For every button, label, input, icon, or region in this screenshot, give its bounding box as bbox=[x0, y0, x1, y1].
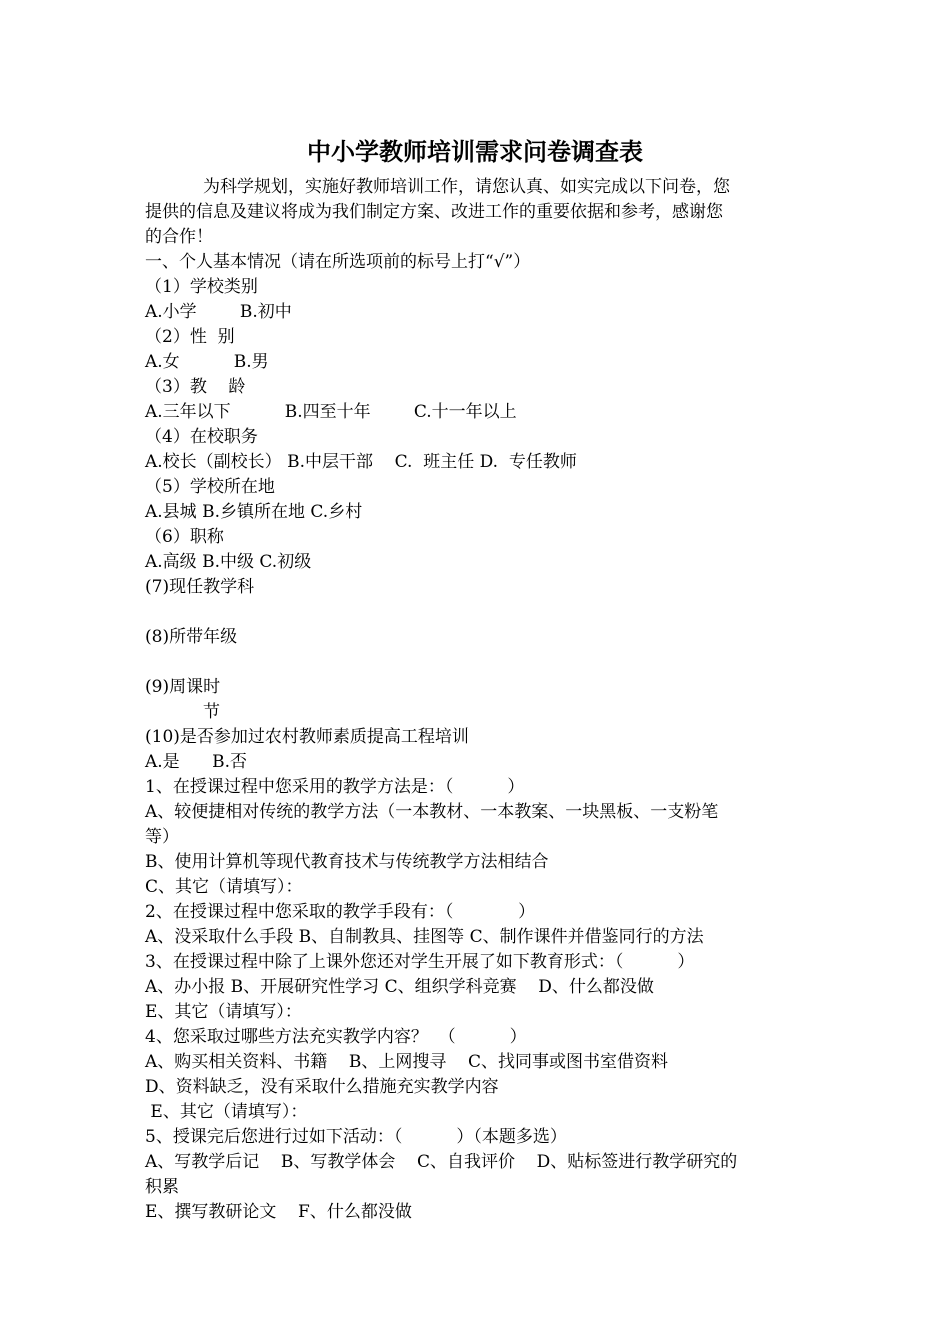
answer-options: A.县城 B.乡镇所在地 C.乡村 bbox=[145, 502, 363, 522]
answer-options: 积累 bbox=[145, 1177, 179, 1197]
answer-options: A.三年以下 B.四至十年 C.十一年以上 bbox=[145, 402, 517, 422]
question-label: （4）在校职务 bbox=[145, 427, 258, 447]
answer-options: B、使用计算机等现代教育技术与传统教学方法相结合 bbox=[145, 852, 549, 872]
question-label: （2）性 别 bbox=[145, 327, 235, 347]
answer-options: A.高级 B.中级 C.初级 bbox=[145, 552, 312, 572]
answer-options: D、资料缺乏，没有采取什么措施充实教学内容 bbox=[145, 1077, 499, 1097]
answer-options: A.小学 B.初中 bbox=[145, 302, 292, 322]
question-label: (9)周课时 bbox=[145, 677, 221, 697]
answer-options: E、其它（请填写）： bbox=[145, 1002, 302, 1022]
answer-options: A.校长（副校长） B.中层干部 C. 班主任 D. 专任教师 bbox=[145, 452, 577, 472]
question-label: 5、授课完后您进行过如下活动：（ ）（本题多选） bbox=[145, 1127, 567, 1147]
answer-options: E、撰写教研论文 F、什么都没做 bbox=[145, 1202, 412, 1222]
answer-options: C、其它（请填写）： bbox=[145, 877, 303, 897]
answer-options: A、购买相关资料、书籍 B、上网搜寻 C、找同事或图书室借资料 bbox=[145, 1052, 669, 1072]
question-label: (7)现任教学科 bbox=[145, 577, 255, 597]
page-title: 中小学教师培训需求问卷调查表 bbox=[307, 137, 643, 166]
intro-line: 的合作！ bbox=[145, 227, 213, 247]
intro-paragraph bbox=[145, 175, 810, 250]
question-label: (8)所带年级 bbox=[145, 627, 238, 647]
question-label: （3）教 龄 bbox=[145, 377, 246, 397]
answer-options: A.是 B.否 bbox=[145, 752, 247, 772]
section-heading: 一、个人基本情况（请在所选项前的标号上打“√”） bbox=[145, 252, 531, 272]
question-label: 3、在授课过程中除了上课外您还对学生开展了如下教育形式：（ ） bbox=[145, 952, 695, 972]
answer-options: E、其它（请填写）： bbox=[145, 1102, 308, 1122]
question-label: (10)是否参加过农村教师素质提高工程培训 bbox=[145, 727, 469, 747]
answer-options: A、办小报 B、开展研究性学习 C、组织学科竞赛 D、什么都没做 bbox=[145, 977, 654, 997]
intro-line: 为科学规划，实施好教师培训工作，请您认真、如实完成以下问卷，您 bbox=[203, 177, 730, 197]
answer-options: A、写教学后记 B、写教学体会 C、自我评价 D、贴标签进行教学研究的 bbox=[145, 1152, 738, 1172]
answer-options: A、较便捷相对传统的教学方法（一本教材、一本教案、一块黑板、一支粉笔 bbox=[145, 802, 719, 822]
question-label: （5）学校所在地 bbox=[145, 477, 275, 497]
answer-options: 等） bbox=[145, 827, 179, 847]
question-label: （1）学校类别 bbox=[145, 277, 258, 297]
question-label: （6）职称 bbox=[145, 527, 224, 547]
intro-line: 提供的信息及建议将成为我们制定方案、改进工作的重要依据和参考，感谢您 bbox=[145, 202, 723, 222]
question-label: 1、在授课过程中您采用的教学方法是：（ ） bbox=[145, 777, 525, 797]
answer-options: A.女 B.男 bbox=[145, 352, 269, 372]
question-label: 2、在授课过程中您采取的教学手段有：（ ） bbox=[145, 902, 536, 922]
unit-label: 节 bbox=[203, 702, 220, 722]
answer-options: A、没采取什么手段 B、自制教具、挂图等 C、制作课件并借鉴同行的方法 bbox=[145, 927, 704, 947]
question-label: 4、您采取过哪些方法充实教学内容？ （ ） bbox=[145, 1027, 527, 1047]
